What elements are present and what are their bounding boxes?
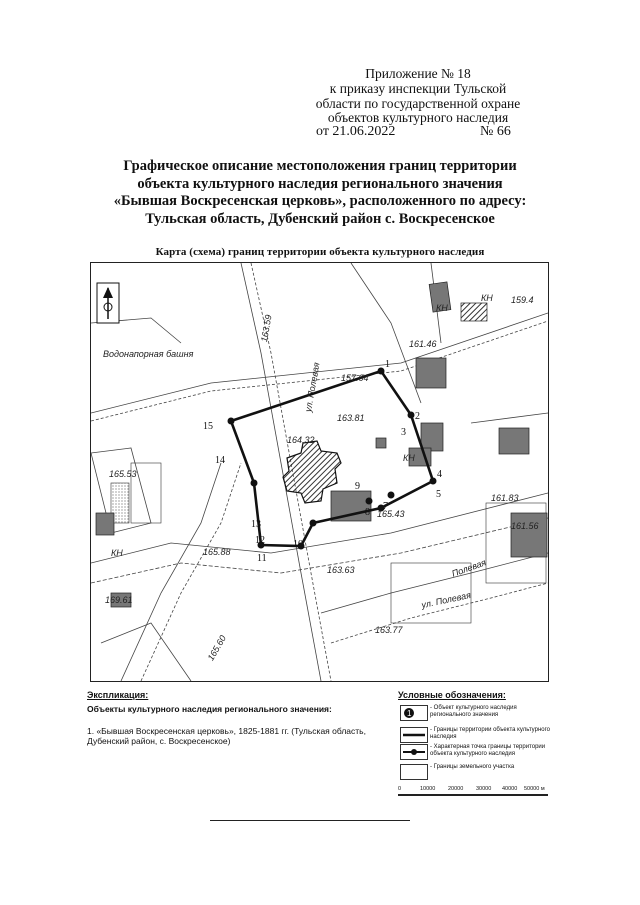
boundary-point-number: 13 bbox=[251, 519, 261, 530]
kn-label-2: КН bbox=[481, 293, 493, 303]
elevation-label: 165.60 bbox=[205, 633, 228, 663]
elevation-label: 165.88 bbox=[203, 547, 231, 557]
order-date: от 21.06.2022 bbox=[316, 124, 396, 139]
boundary-point-number: 12 bbox=[255, 535, 265, 546]
land-parcel-symbol bbox=[400, 764, 428, 780]
street-label-polevaya-1: ул. Полевая bbox=[303, 361, 322, 413]
scale-tick: 20000 bbox=[448, 786, 464, 792]
elevation-label: 161.83 bbox=[491, 493, 519, 503]
boundary-map bbox=[90, 262, 549, 682]
street-label-polevaya-3: Полевая bbox=[450, 557, 488, 579]
boundary-point-number: 10 bbox=[293, 539, 303, 550]
kn-label-4: КН bbox=[111, 548, 123, 558]
title-line1: Графическое описание местоположения границ территории bbox=[123, 158, 517, 174]
map-drawing bbox=[91, 263, 548, 681]
title-line4: Тульская область, Дубенский район с. Воскресенское bbox=[145, 210, 495, 227]
explication-subheading: Объекты культурного наследия регионального значения: bbox=[87, 704, 332, 714]
kn-label-1: КН bbox=[436, 303, 448, 313]
elevation-label: 169.61 bbox=[105, 595, 133, 605]
legend-text: - Границы территории объекта культурного наследия bbox=[430, 727, 550, 740]
footer-separator bbox=[210, 820, 410, 821]
scale-tick: 50000 м bbox=[524, 786, 545, 792]
title-line2: объекта культурного наследия регионального значения bbox=[137, 175, 503, 192]
elevation-label: 157.04 bbox=[341, 373, 369, 383]
legend-heading: Условные обозначения: bbox=[398, 690, 506, 700]
explication-item: 1. «Бывшая Воскресенская церковь», 1825-1881 гг. (Тульская область, Дубенский район, с. Воскресенское) bbox=[87, 726, 366, 746]
document-title bbox=[40, 158, 600, 228]
street-label-polevaya-2: ул. Полевая bbox=[420, 589, 472, 611]
scale-tick: 0 bbox=[398, 786, 402, 792]
elevation-label: 163.81 bbox=[337, 413, 365, 423]
boundary-point-number: 3 bbox=[401, 427, 406, 438]
scale-tick: 40000 bbox=[502, 786, 518, 792]
boundary-point-number: 5 bbox=[436, 489, 441, 500]
boundary-point-number: 2 bbox=[415, 411, 420, 422]
legend-text: - Объект культурного наследия регионального значения bbox=[430, 705, 517, 718]
elevation-label: 165.53 bbox=[109, 469, 137, 479]
legend-row bbox=[400, 705, 550, 725]
boundary-point-number: 9 bbox=[355, 481, 360, 492]
legend-row bbox=[400, 744, 550, 764]
boundary-point-number: 4 bbox=[437, 469, 442, 480]
kn-label-3: КН bbox=[403, 453, 415, 463]
elevation-label: 164.32 bbox=[287, 435, 315, 445]
territory-boundary-symbol bbox=[400, 727, 428, 743]
boundary-point-number: 7 bbox=[383, 501, 388, 512]
elevation-label: 159.4 bbox=[511, 295, 534, 305]
svg-text:1: 1 bbox=[407, 709, 412, 718]
boundary-point-number: 15 bbox=[203, 421, 213, 432]
boundary-point-number: 8 bbox=[365, 507, 370, 518]
boundary-point-number: 11 bbox=[257, 553, 267, 564]
elevation-label: 161.46 bbox=[409, 339, 437, 349]
scale-tick: 10000 bbox=[420, 786, 436, 792]
scale-tick: 30000 bbox=[476, 786, 492, 792]
water-tower-label: Водонапорная башня bbox=[103, 349, 194, 359]
appendix-line4: объектов культурного наследия bbox=[327, 110, 509, 125]
title-line3: «Бывшая Воскресенская церковь», расположенного по адресу: bbox=[113, 193, 527, 209]
boundary-point-number: 1 bbox=[385, 359, 390, 370]
heritage-object-symbol bbox=[400, 705, 428, 721]
elevation-label: 161.56 bbox=[511, 521, 539, 531]
boundary-point-symbol bbox=[400, 744, 428, 760]
appendix-number: Приложение № 18 bbox=[365, 66, 471, 81]
appendix-line2: к приказу инспекции Тульской bbox=[329, 81, 507, 96]
explication-heading: Экспликация: bbox=[87, 690, 149, 700]
elevation-label: 163.63 bbox=[327, 565, 355, 575]
scale-line bbox=[398, 794, 548, 796]
elevation-label: 165.43 bbox=[377, 509, 405, 519]
legend-text: - Границы земельного участка bbox=[430, 764, 515, 770]
elevation-label: 163.59 bbox=[259, 313, 274, 343]
appendix-line3: области по государственной охране bbox=[315, 96, 521, 111]
map-title: Карта (схема) границ территории объекта культурного наследия bbox=[155, 246, 485, 258]
boundary-point-number: 14 bbox=[215, 455, 225, 466]
legend-text: - Характерная точка границы территории объекта культурного наследия bbox=[430, 744, 546, 757]
order-number: № 66 bbox=[480, 124, 511, 139]
legend-row bbox=[400, 764, 550, 784]
elevation-label: 163.77 bbox=[375, 625, 403, 635]
